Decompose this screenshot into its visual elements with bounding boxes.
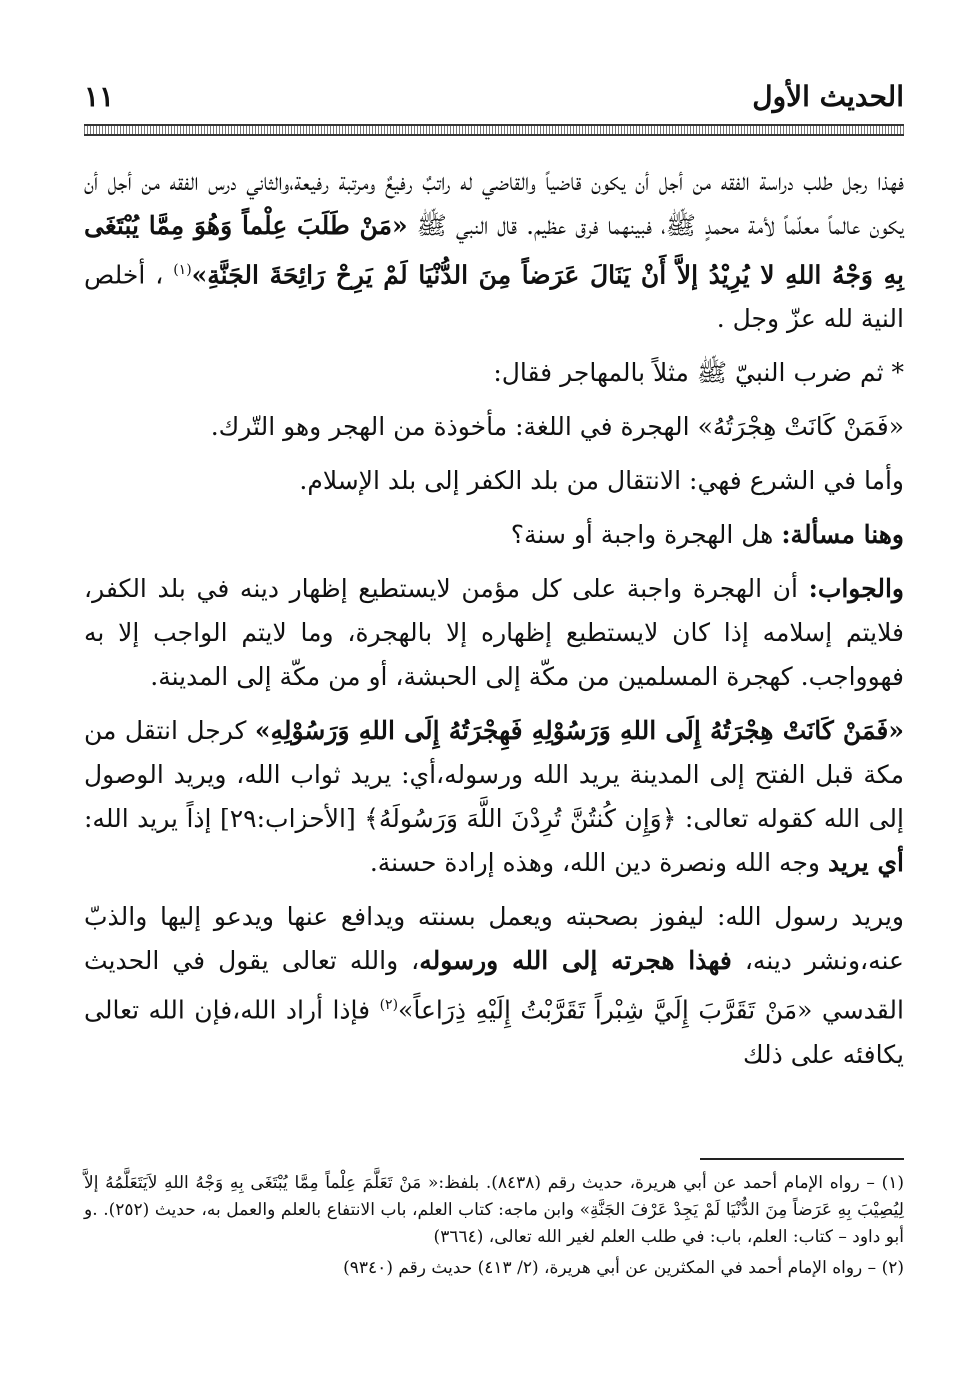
hadith-quote-4: «مَنْ تَقَرَّبَ إِلَيَّ شِبْراً تَقَرَّبْتُ إِلَيْهِ ذِرَاعاً» xyxy=(398,995,813,1025)
paragraph-8-text-b: ، والله تعالى يقول في الحديث القدسي xyxy=(84,946,904,1025)
paragraph-5 xyxy=(84,513,904,557)
hadith-quote-2: «فَمَنْ كَانَتْ هِجْرَتُهُ» xyxy=(697,412,904,442)
footnote-ref-2: (٢) xyxy=(379,997,399,1014)
paragraph-4: وأما في الشرع فهي: الانتقال من بلد الكفر إلى بلد الإسلام. xyxy=(299,466,904,496)
paragraph-7-text-c: وجه الله ونصرة دين الله، وهذه إرادة حسنة. xyxy=(369,848,820,878)
paragraph-3-text: الهجرة في اللغة: مأخوذة من الهجر وهو التّرك. xyxy=(210,412,690,442)
paragraph-8-text-c: فإذا أراد الله،فإن الله تعالى يكافئه على ذلك xyxy=(84,995,904,1069)
answer-lead: والجواب: xyxy=(808,574,904,604)
page-number: ١١ xyxy=(84,80,115,113)
paragraph-7-text-a: كرجل انتقل من مكة قبل الفتح إلى المدينة يريد الله ورسوله،أي: يريد ثواب الله، ويريد الوصول إلى الله كقوله تعالى: xyxy=(84,716,904,834)
paragraph-7-text-b: [الأحزاب:٢٩] إذاً يريد الله: xyxy=(84,804,356,834)
main-text xyxy=(84,160,904,1087)
chapter-title: الحديث الأول xyxy=(752,80,904,113)
footnote-ref-1: (١) xyxy=(173,262,192,278)
hadith-quote-3: «فَمَنْ كَانَتْ هِجْرَتُهُ إِلَى اللهِ وَرَسُوْلِهِ فَهِجْرَتُهُ إِلَى اللهِ وَرَسُوْلِهِ» xyxy=(254,716,904,746)
paragraph-8-text-a: ويريد رسول الله: ليفوز بصحبته ويعمل بسنته ويدافع عنها ويدعو إليها والذبّ عنه،ونشر دينه، xyxy=(84,902,904,976)
paragraph-2: * ثم ضرب النبيّ ﷺ مثلاً بالمهاجر فقال: xyxy=(493,358,904,388)
answer-text: أن الهجرة واجبة على كل مؤمن لايستطيع إظهار دينه في بلد الكفر، فلايتم إسلامه إذا كان لايستطيع إظهاره إلا بالهجرة، وما لايتم الواجب إلا به فهوواجب. كهجرة المسلمين من مكّة إلى الحبشة، أو من مكّة إلى المدينة. xyxy=(84,574,904,692)
paragraph-1-text-a: فهذا رجل طلب دراسة الفقه من أجل أن يكون قاضياً والقاضي له راتبٌ رفيعٌ ومرتبة رفيعة،والثاني درس الفقه من أجل أن يكون عالماً معلّماً لأمة محمدٍ ﷺ، فبينهما فرق عظيم. قال النبي ﷺ xyxy=(84,167,904,240)
footnote-divider xyxy=(700,1158,904,1160)
footnotes xyxy=(84,1170,904,1286)
paragraph-1-text-b: ، أخلص النية لله عزّ وجل . xyxy=(84,260,904,334)
quran-verse: ﴿وَإِن كُنتُنَّ تُرِدْنَ اللَّهَ وَرَسُولَهُ﴾ xyxy=(364,804,677,834)
hadith-quote-1: «مَنْ طَلَبَ عِلْماً وَهُوَ مِمَّا يُبْتَغَى بِهِ وَجْهُ اللهِ لا يُرِيْدُ إلاَّ أَنْ يَنَالَ عَرَضاً مِنَ الدُّنْيَا لَمْ يَرِحْ رَائِحَةَ الجَنَّةِ» xyxy=(84,211,904,290)
paragraph-3 xyxy=(84,405,904,449)
paragraph-7 xyxy=(84,709,904,885)
paragraph-6 xyxy=(84,567,904,699)
footnote-2: (٢) – رواه الإمام أحمد في المكثرين عن أبي هريرة، (٢/ ٤١٣) حديث رقم (٩٣٤٠) xyxy=(343,1258,904,1278)
paragraph-8 xyxy=(84,895,904,1076)
question-lead: وهنا مسألة: xyxy=(781,520,904,550)
question-text: هل الهجرة واجبة أو سنة؟ xyxy=(510,520,774,550)
header-rule xyxy=(84,124,904,136)
paragraph-7-emphasis: أي يريد xyxy=(827,848,904,878)
running-header xyxy=(84,78,904,122)
paragraph-1 xyxy=(84,160,904,341)
footnote-1: (١) – رواه الإمام أحمد عن أبي هريرة، حديث رقم (٨٤٣٨). بلفظ:« مَنْ تَعَلَّمَ عِلْماً مِمَّا يُبْتَغَى بِهِ وَجْهُ اللهِ لاَيَتَعَلَّمُهُ إلاَّ لِيُصِيْبَ بِهِ عَرَضاً مِنَ الدُّنْيَا لَمْ يَجِدْ عَرْفَ الجَنَّةِ» وابن ماجه: كتاب العلم، باب الانتفاع بالعلم والعمل به، حديث (٢٥٢). .و أبو داود – كتاب: العلم، باب: في طلب العلم لغير الله تعالى، (٣٦٦٤) xyxy=(84,1173,904,1247)
paragraph-8-emphasis: فهذا هجرته إلى الله ورسوله xyxy=(419,946,732,976)
